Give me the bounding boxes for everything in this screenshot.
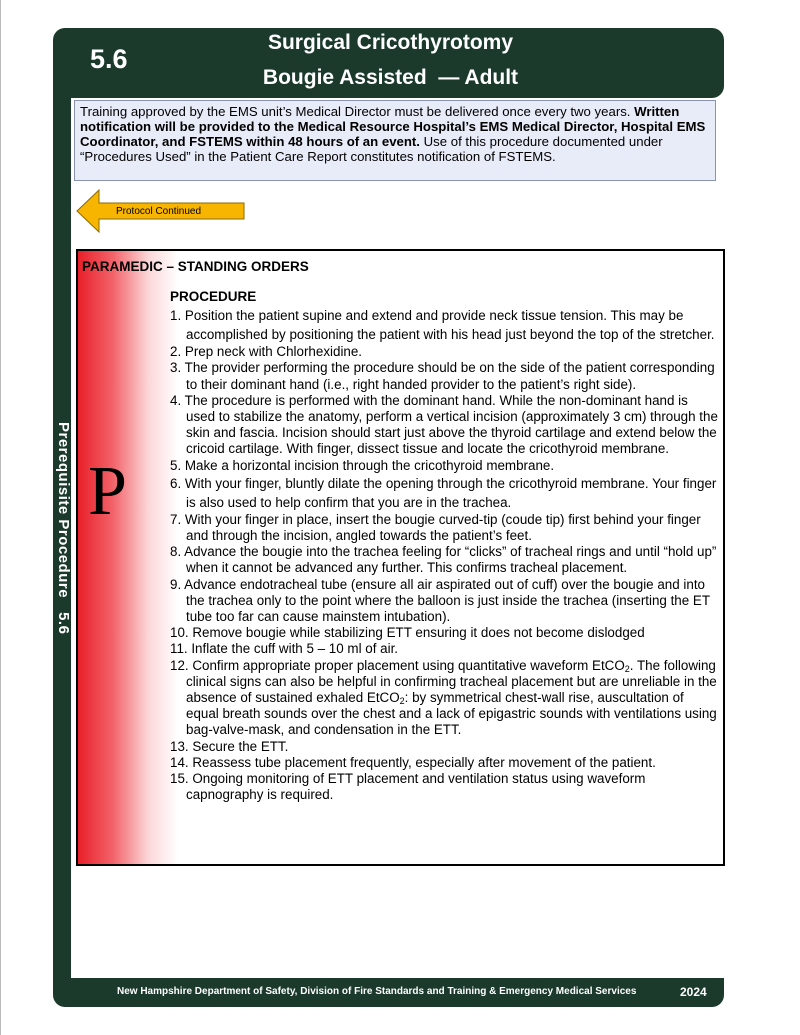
page-edge [0,0,1,1035]
subscript-2b: 2 [399,696,405,707]
notice-bold: Written notification will be provided to the Medical Resource Hospital’s EMS Medical Director, Hospital EMS Coordinator, and FSTEMS within 48 hours of an event. [80,104,706,149]
step-7: 7. With your finger in place, insert the bougie curved-tip (coude tip) first behind your finger and through the incision, angled towards the patient’s feet. [170,511,701,544]
page-title: Surgical Cricothyrotomy [267,31,514,54]
footer-year: 2024 [680,985,707,999]
step-12-a: 12. Confirm appropriate proper placement using quantitative waveform EtCO [170,657,625,673]
step-12-c: : by symmetrical chest-wall rise, auscultation of equal breath sounds over the chest and a lack of epigastric sounds with ventilations using bag-valve-mask, and condensation in the ETT. [186,690,717,738]
notice-intro: Training approved by the EMS unit’s Medical Director must be delivered once every two years. [80,104,635,119]
step-4: 4. The procedure is performed with the dominant hand. While the non-dominant hand is used to stabilize the anatomy, perform a vertical incision (approximately 3 cm) through the skin and fascia. Incision should start just above the thyroid cartilage and extend below the cricoid cartilage. With finger, dissect tissue and locate the cricothyroid membrane. [170,392,718,457]
paramedic-level-strip [78,251,178,864]
step-9: 9. Advance endotracheal tube (ensure all air aspirated out of cuff) over the bougie and into the trachea only to the point where the balloon is just inside the trachea (inserting the ET tube too far can cause mainstem intubation). [170,576,710,625]
step-13: 13. Secure the ETT. [170,738,289,754]
level-letter: P [88,453,127,530]
procedure-title: PROCEDURE [170,289,257,304]
step-15: 15. Ongoing monitoring of ETT placement and ventilation status using waveform capnography is required. [170,771,646,803]
procedure-list [170,289,718,803]
step-12 [170,658,718,739]
section-number: 5.6 [90,44,128,74]
subscript-2: 2 [624,663,630,674]
step-3: 3. The provider performing the procedure should be on the side of the patient corresponding to their dominant hand (i.e., right handed provider to the patient’s right side). [170,360,715,392]
side-label-wrap [48,422,78,682]
notice-box [74,100,716,181]
step-5: 5. Make a horizontal incision through the cricothyroid membrane. [170,457,555,473]
step-1: 1. Position the patient supine and extend and provide neck tissue tension. This may be accomplished by positioning the patient with his head just beyond the top of the stretcher. [170,308,715,343]
step-6: 6. With your finger, bluntly dilate the opening through the cricothyroid membrane. Your finger is also used to help confirm that you are in the trachea. [170,475,717,510]
protocol-continued-label: Protocol Continued [116,206,202,217]
page-subtitle: Bougie Assisted — Adult [262,66,519,89]
side-label: Prerequisite Procedure 5.6 [55,422,72,635]
step-8: 8. Advance the bougie into the trachea feeling for “clicks” of tracheal rings and until “hold up” when it cannot be advanced any further. This confirms tracheal placement. [170,544,717,576]
step-2: 2. Prep neck with Chlorhexidine. [170,344,363,360]
protocol-continued-link[interactable] [76,189,246,233]
footer-org: New Hampshire Department of Safety, Division of Fire Standards and Training & Emergency Medical Services [117,986,637,997]
step-10: 10. Remove bougie while stabilizing ETT ensuring it does not become dislodged [170,625,645,641]
step-11: 11. Inflate the cuff with 5 – 10 ml of air. [170,641,399,657]
step-14: 14. Reassess tube placement frequently, especially after movement of the patient. [170,754,656,770]
step-12-b: . The following clinical signs can also be helpful in confirming tracheal placement but are unreliable in the absence of sustained exhaled EtCO [186,657,717,706]
orders-heading: PARAMEDIC – STANDING ORDERS [82,259,309,274]
notice-end: Use of this procedure documented under “Procedures Used” in the Patient Care Report constitutes notification of FSTEMS. [80,134,663,164]
